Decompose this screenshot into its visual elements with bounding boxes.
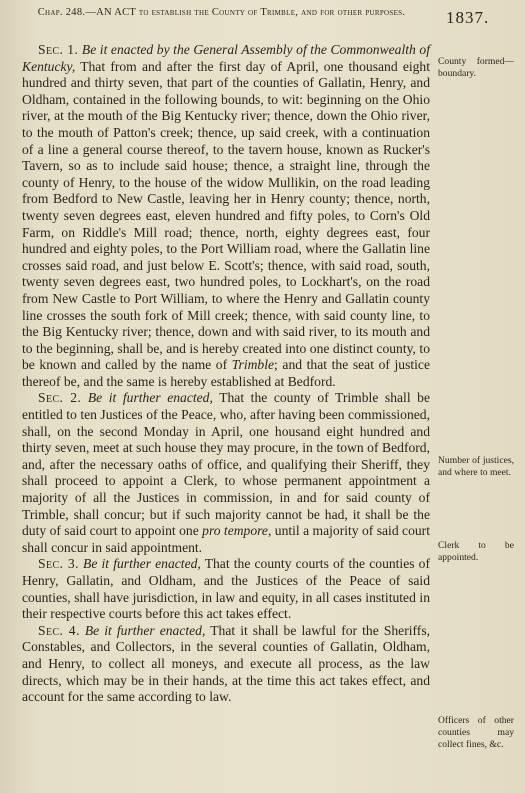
section-text: That it shall be lawful for the Sheriffs, Constables, and Collectors, in the several counties of Gallatin, Oldham, and Henry, to collect all moneys, and execute all process, as the law directs, which may be in their hands, at the time this act takes effect, and account for the same according to law. (22, 622, 431, 705)
section-1 (22, 42, 430, 390)
chapter-title: Chap. 248.—AN ACT to establish the County of Trimble, and for other purposes. (37, 7, 406, 18)
section-label: Sec. 3. (38, 556, 79, 572)
section-label: Sec. 2. (38, 390, 82, 406)
page-year: 1837. (446, 8, 490, 27)
section-label: Sec. 4. (38, 622, 80, 638)
pro-tempore: pro tempore (202, 523, 268, 539)
running-header (24, 6, 419, 19)
margin-note-boundary: County formed—boundary. (438, 56, 514, 79)
margin-note-justices: Number of justices, and where to meet. (438, 455, 514, 478)
section-4 (22, 623, 430, 706)
enacting-clause: Be it further enacted, (83, 556, 201, 572)
margin-note-officers: Officers of other counties may collect fines, &c. (438, 715, 514, 750)
section-3 (22, 556, 430, 622)
section-2 (22, 390, 430, 556)
section-label: Sec. 1. (38, 42, 79, 57)
act-body (22, 42, 430, 706)
section-text: That the county of Trimble shall be entitled to ten Justices of the Peace, who, after having been commissioned, shall, on the second Monday in April, one housand eight hundred and thirty seven, meet at such house they may procure, in the town of Bedford, and, after the necessary oaths of office, and qualifying their Sheriff, they shall proceed to appoint a Clerk, to whose permanent appointment a majority of all the Justices in commission, in and for said county of Trimble, shall concur; but if such majority cannot be had, it shall be the duty of said court to appoint one (22, 390, 430, 539)
section-text: That from and after the first day of April, one thousand eight hundred and thirty seven, that part of the counties of Gallatin, Henry, and Oldham, contained in the following bounds, to wit: beginning on the Ohio river, at the mouth of the Big Kentucky river; thence, down the Ohio river, to the mouth of Patton's creek; thence, up said creek, with a continuation of a line a general course thereof, to the tavern house, known as Rucker's Tavern, so as to include said house; thence, a straight line, through the county of Henry, to the house of the widow Mullikin, on the road leading from Bedford to New Castle, leaving her in Henry county; thence, north, twenty seven degrees east, eleven hundred and fifty poles, to Corn's Old Farm, on Riddle's Mill road; thence, north, eighty degrees east, four hundred and eighty poles, to the Port William road, where the Gallatin line crosses said road, and just below E. Scott's; thence, with said road, south, twenty seven degrees east, two hundred poles, to Lockhart's, on the road from New Castle to Port William, to where the Henry and Gallatin county line crosses the south fork of Mill creek; thence, with said county line, to the Big Kentucky river; thence, down and with said river, to its mouth and to the beginning, shall be, and is hereby created into one distinct county, to be known and called by the name of (22, 58, 431, 373)
county-name: Trimble (231, 357, 275, 373)
section-tail: , until a majority of said court shall concur in said appointment. (22, 523, 430, 555)
margin-note-clerk: Clerk to be appointed. (438, 540, 514, 563)
section-text: That the county courts of the counties of Henry, Gallatin, and Oldham, and the Justices of the Peace of said counties, shall have jurisdiction, in law and equity, in all cases instituted in their respective courts before this act takes effect. (22, 556, 431, 622)
enacting-clause: Be it enacted by the General Assembly of the Commonwealth of Kentucky, (22, 42, 430, 74)
enacting-clause: Be it further enacted, (87, 390, 213, 406)
enacting-clause: Be it further enacted, (84, 622, 206, 638)
section-tail: ; and that the seat of justice thereof be, and the same is hereby established at Bedford. (22, 357, 430, 389)
